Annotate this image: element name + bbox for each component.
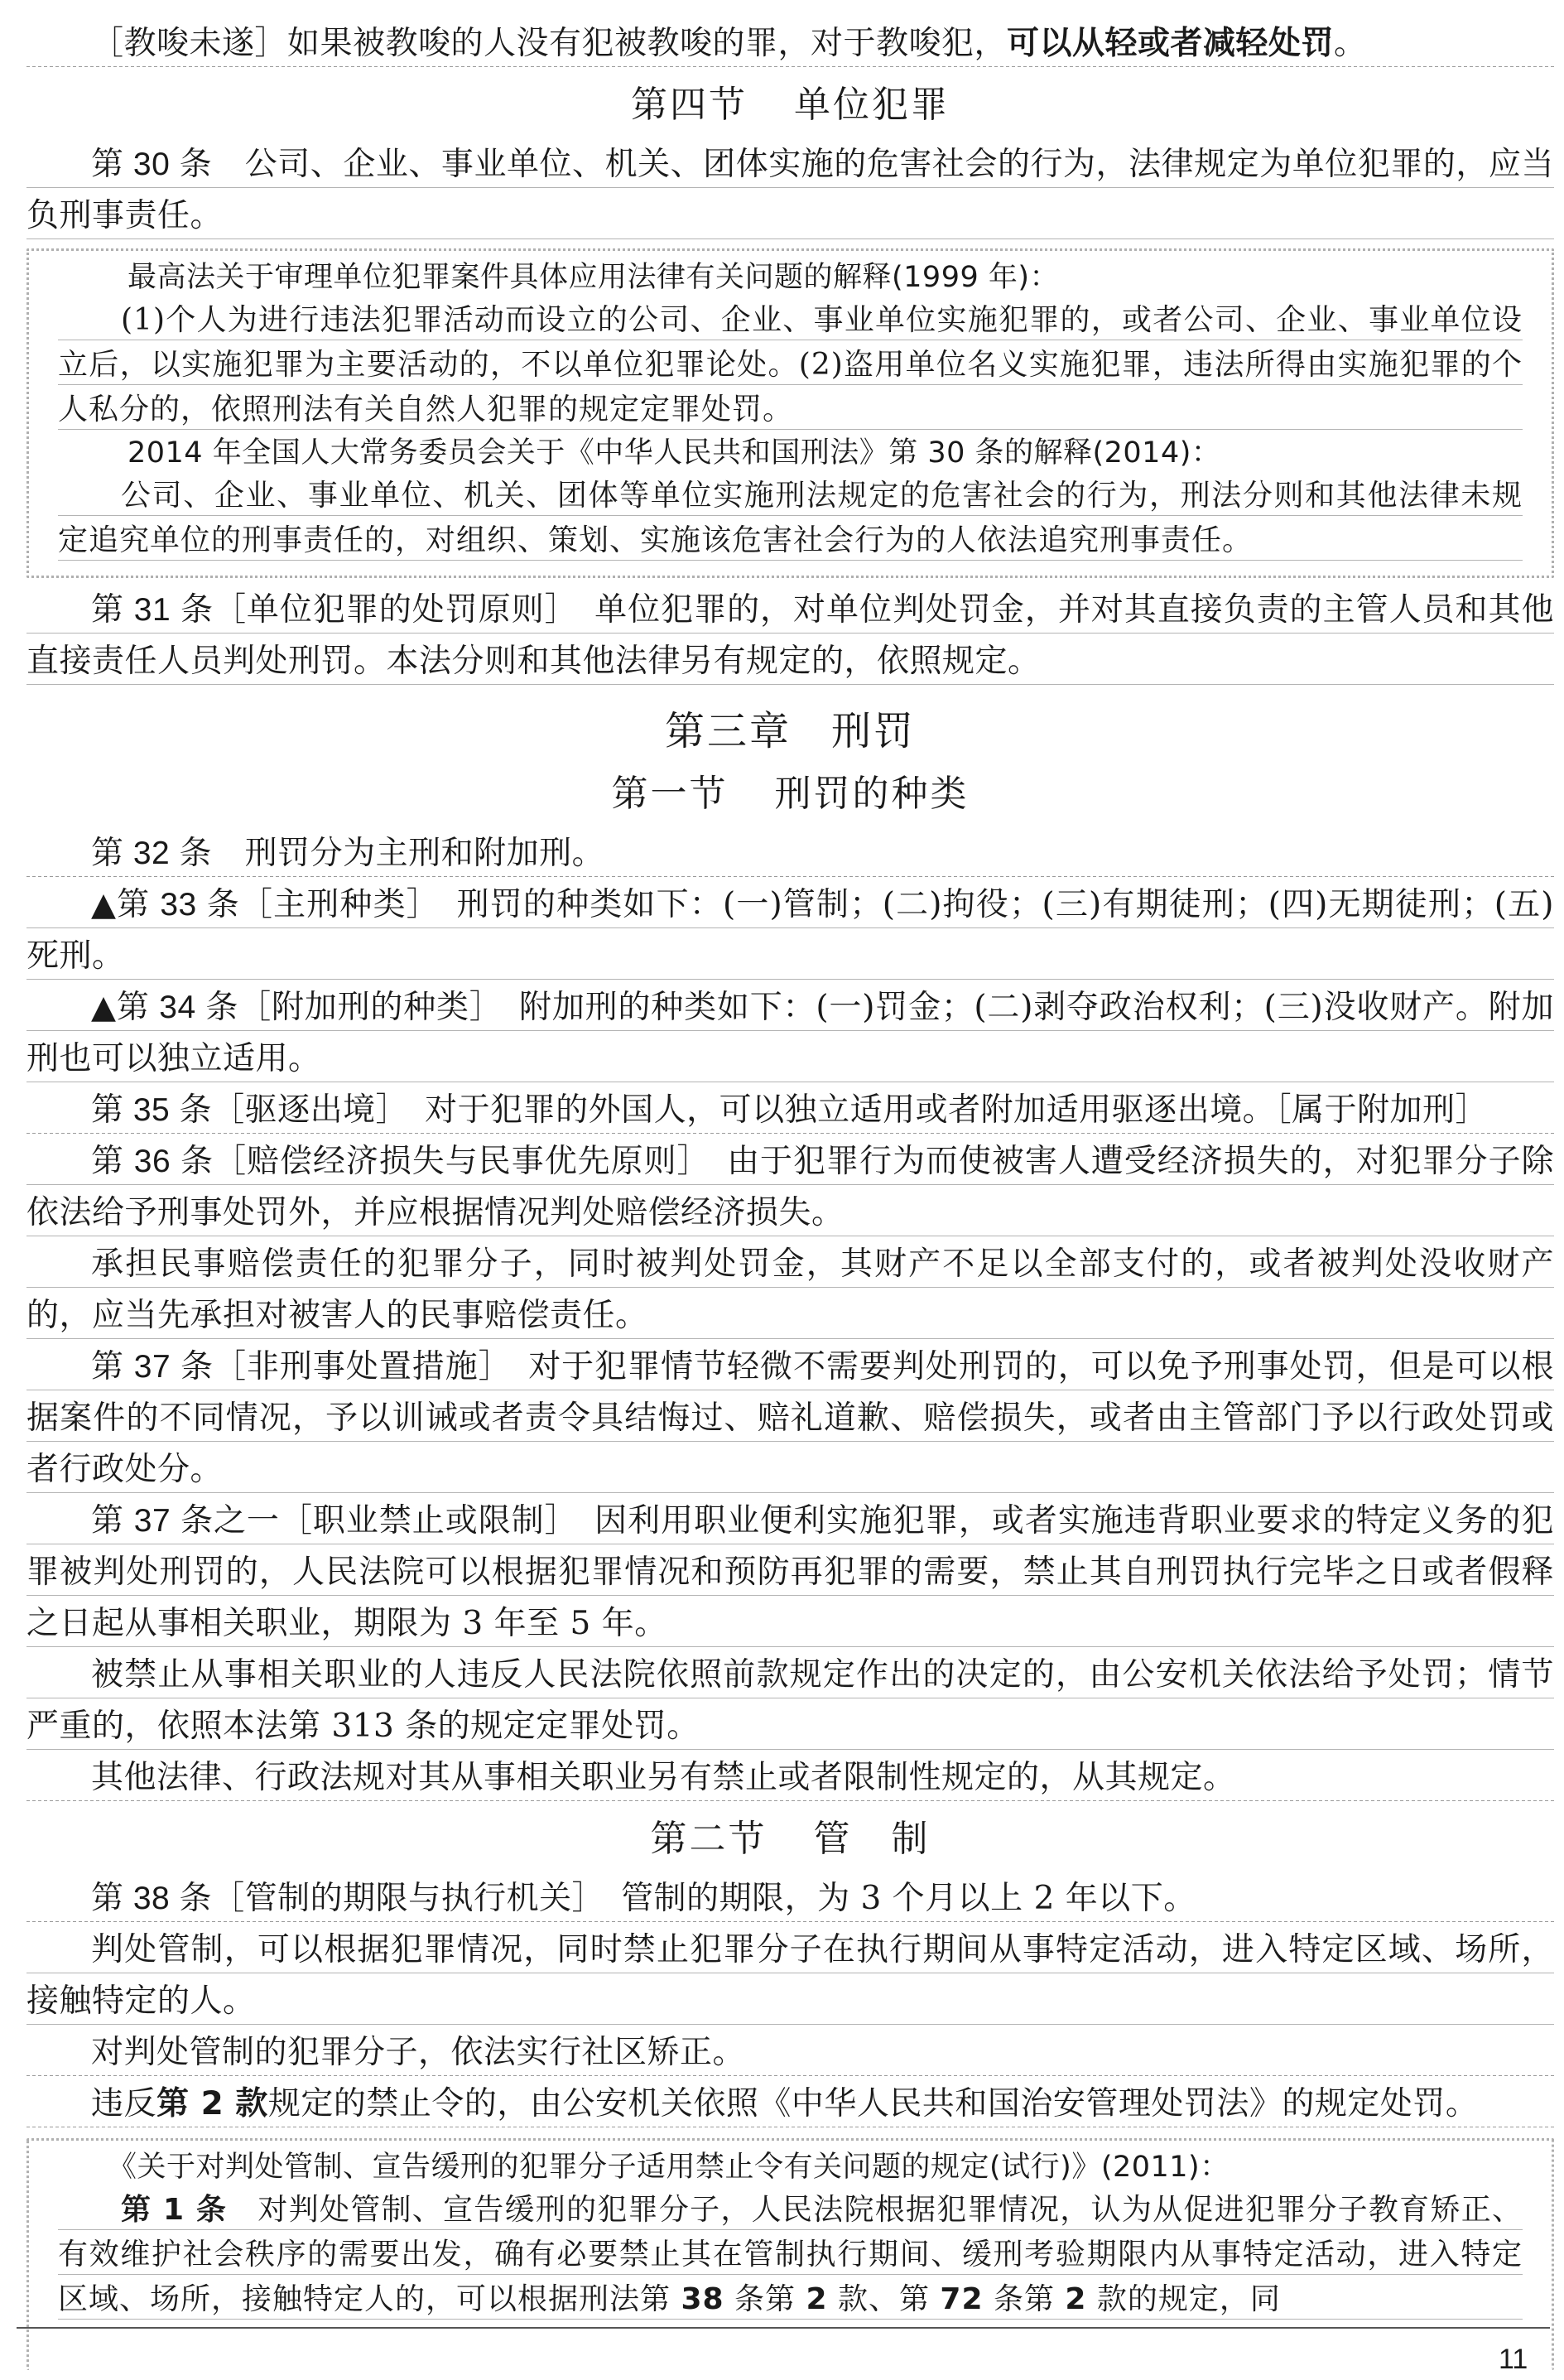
article-bracket-title: ［管制的期限与执行机关］ [212, 1880, 589, 1917]
section-number: 第二节 [650, 1818, 768, 1860]
article-34 [26, 982, 1554, 1085]
article-label: 第 30 条 [91, 147, 213, 182]
article-text: 公司、企业、事业单位、机关、团体实施的危害社会的行为，法律规定为单位犯罪的，应当负刑事责任。 [26, 146, 1554, 234]
article-text: 因利用职业便利实施犯罪，或者实施违背职业要求的特定义务的犯罪被判处刑罚的，人民法院可以根据犯罪情况和预防再犯罪的需要，禁止其自刑罚执行完毕之日或者假释之日起从事相关职业，期限为 3 年至 5 年。 [26, 1502, 1554, 1642]
article-bracket-title: ［非刑事处置措施］ [213, 1348, 496, 1385]
article-label: 第 31 条 [91, 592, 214, 628]
article-36 [26, 1136, 1554, 1239]
section-title: 单位犯罪 [794, 84, 950, 126]
article-number: 72 [940, 2282, 984, 2316]
article-label: 第 1 条 [121, 2193, 228, 2227]
article-bracket-title: ［附加刑的种类］ [238, 989, 487, 1026]
paragraph-text: 如果被教唆的人没有犯被教唆的罪，对于教唆犯， [287, 25, 1008, 62]
interpretation-title-2014: 2014 年全国人大常务委员会关于《中华人民共和国刑法》第 30 条的解释(2014)： [128, 436, 1221, 470]
article-30 [26, 139, 1554, 242]
article-bracket-title: ［主刑种类］ [239, 886, 424, 923]
box-frame [26, 2138, 1554, 2370]
box-frame [26, 248, 1554, 578]
regulation-box-prohibition-order [26, 2138, 1554, 2337]
paragraph-end: 。 [1334, 25, 1367, 62]
article-label: 第 34 条 [116, 990, 239, 1025]
article-label: 第 32 条 [91, 836, 213, 871]
page-number: 11 [1499, 2344, 1528, 2375]
article-37 [26, 1342, 1554, 1496]
instigation-attempt-paragraph [26, 18, 1554, 70]
article-37-1 [26, 1496, 1554, 1650]
article-35 [26, 1085, 1554, 1136]
chapter-heading-penalty [26, 699, 1554, 764]
article-text: 款的规定，同 [1086, 2282, 1281, 2316]
article-number: 2 [1065, 2282, 1087, 2316]
article-label: 第 37 条 [91, 1349, 214, 1385]
article-text: 对于犯罪情节轻微不需要判处刑罚的，可以免予刑事处罚，但是可以根据案件的不同情况，予以训诫或者责令具结悔过、赔礼道歉、赔偿损失，或者由主管部门予以行政处罚或者行政处分。 [26, 1348, 1554, 1488]
section-heading-penalty-types [26, 764, 1554, 825]
article-text: 单位犯罪的，对单位判处罚金，并对其直接负责的主管人员和其他直接责任人员判处刑罚。本法分则和其他法律另有规定的，依照规定。 [26, 591, 1554, 680]
article-36-paragraph-2: 承担民事赔偿责任的犯罪分子，同时被判处罚金，其财产不足以全部支付的，或者被判处没收财产的，应当先承担对被害人的民事赔偿责任。 [26, 1239, 1554, 1342]
section-title: 刑罚的种类 [774, 773, 970, 815]
article-38-paragraph-2: 判处管制，可以根据犯罪情况，同时禁止犯罪分子在执行期间从事特定活动，进入特定区域、场所，接触特定的人。 [26, 1925, 1554, 2027]
document-page [26, 18, 1554, 2344]
paragraph-text: 规定的禁止令的，由公安机关依照《中华人民共和国治安管理处罚法》的规定处罚。 [267, 2085, 1479, 2122]
article-text: 附加刑的种类如下：(一)罚金；(二)剥夺政治权利；(三)没收财产。附加刑也可以独立适用。 [26, 989, 1554, 1077]
article-bracket-title: ［单位犯罪的处罚原则］ [213, 591, 562, 629]
article-bracket-title: ［驱逐出境］ [212, 1091, 392, 1129]
article-bracket-title: ［职业禁止或限制］ [279, 1502, 562, 1539]
article-text: 由于犯罪行为而使被害人遭受经济损失的，对犯罪分子除依法给予刑事处罚外，并应根据情况判处赔偿经济损失。 [26, 1143, 1554, 1231]
interpretation-title-1999: 最高法关于审理单位犯罪案件具体应用法律有关问题的解释(1999 年)： [128, 261, 1060, 294]
article-label: 第 35 条 [91, 1092, 213, 1128]
chapter-number: 第三章 [664, 708, 792, 754]
article-38 [26, 1873, 1554, 1925]
section-heading-unit-crime [26, 75, 1554, 136]
article-note: ［属于附加刑］ [1275, 1091, 1489, 1129]
article-33 [26, 879, 1554, 982]
interpretation-box-unit-crime [26, 248, 1554, 578]
article-label: 第 36 条 [91, 1144, 214, 1179]
section-heading-control [26, 1809, 1554, 1870]
paragraph-text: 违反 [91, 2085, 157, 2122]
article-text: 对判处管制、宣告缓刑的犯罪分子，人民法院根据犯罪情况，认为从促进犯罪分子教育矫正、有效维护社会秩序的需要出发，确有必要禁止其在管制执行期间、缓刑考验期限内从事特定活动，进入特定区域、场所，接触特定人的，可以根据刑法第 [58, 2193, 1523, 2316]
article-37-1-paragraph-2: 被禁止从事相关职业的人违反人民法院依照前款规定作出的决定的，由公安机关依法给予处罚；情节严重的，依照本法第 313 条的规定定罪处罚。 [26, 1650, 1554, 1752]
article-32 [26, 828, 1554, 879]
article-bracket-title: ［教唆未遂］ [91, 25, 288, 62]
footer-rule [17, 2327, 1550, 2329]
article-text: 款、第 [827, 2282, 941, 2316]
article-38-paragraph-3: 对判处管制的犯罪分子，依法实行社区矫正。 [26, 2027, 1554, 2079]
article-31 [26, 585, 1554, 687]
article-number: 38 [681, 2282, 724, 2316]
article-37-1-paragraph-3: 其他法律、行政法规对其从事相关职业另有禁止或者限制性规定的，从其规定。 [26, 1752, 1554, 1804]
article-label: 第 33 条 [117, 887, 240, 923]
article-text: 对于犯罪的外国人，可以独立适用或者附加适用驱逐出境。 [392, 1091, 1276, 1129]
interpretation-text-2014: 公司、企业、事业单位、机关、团体等单位实施刑法规定的危害社会的行为，刑法分则和其他法律未规定追究单位的刑事责任的，对组织、策划、实施该危害社会行为的人依法追究刑事责任。 [58, 474, 1523, 563]
emphasis-text: 第 2 款 [156, 2085, 268, 2122]
article-label: 第 38 条 [91, 1881, 213, 1916]
article-label: 第 37 条之一 [91, 1503, 280, 1539]
article-38-paragraph-4 [26, 2079, 1554, 2130]
article-text: 管制的期限，为 3 个月以上 2 年以下。 [588, 1880, 1196, 1917]
article-text: 条第 [724, 2282, 806, 2316]
interpretation-text-1999: (1)个人为进行违法犯罪活动而设立的公司、企业、事业单位实施犯罪的，或者公司、企业、事业单位设立后，以实施犯罪为主要活动的，不以单位犯罪论处。(2)盗用单位名义实施犯罪，违法所得由实施犯罪的个人私分的，依照刑法有关自然人犯罪的规定定罪处罚。 [58, 298, 1523, 432]
triangle-marker-icon: ▲ [91, 989, 117, 1026]
chapter-title: 刑罚 [831, 708, 917, 754]
section-number: 第四节 [631, 84, 748, 126]
article-bracket-title: ［赔偿经济损失与民事优先原则］ [213, 1143, 695, 1180]
article-text: 刑罚分为主刑和附加刑。 [212, 835, 605, 872]
section-number: 第一节 [611, 773, 729, 815]
article-text: 条第 [983, 2282, 1066, 2316]
emphasis-text: 可以从轻或者减轻处罚 [1007, 25, 1335, 62]
section-title: 管 制 [813, 1818, 931, 1860]
triangle-marker-icon: ▲ [91, 886, 118, 923]
article-number: 2 [806, 2282, 828, 2316]
regulation-title: 《关于对判处管制、宣告缓刑的犯罪分子适用禁止令有关问题的规定(试行)》(2011)： [108, 2151, 1230, 2184]
article-text: 刑罚的种类如下：(一)管制；(二)拘役；(三)有期徒刑；(四)无期徒刑；(五)死刑。 [26, 886, 1554, 975]
